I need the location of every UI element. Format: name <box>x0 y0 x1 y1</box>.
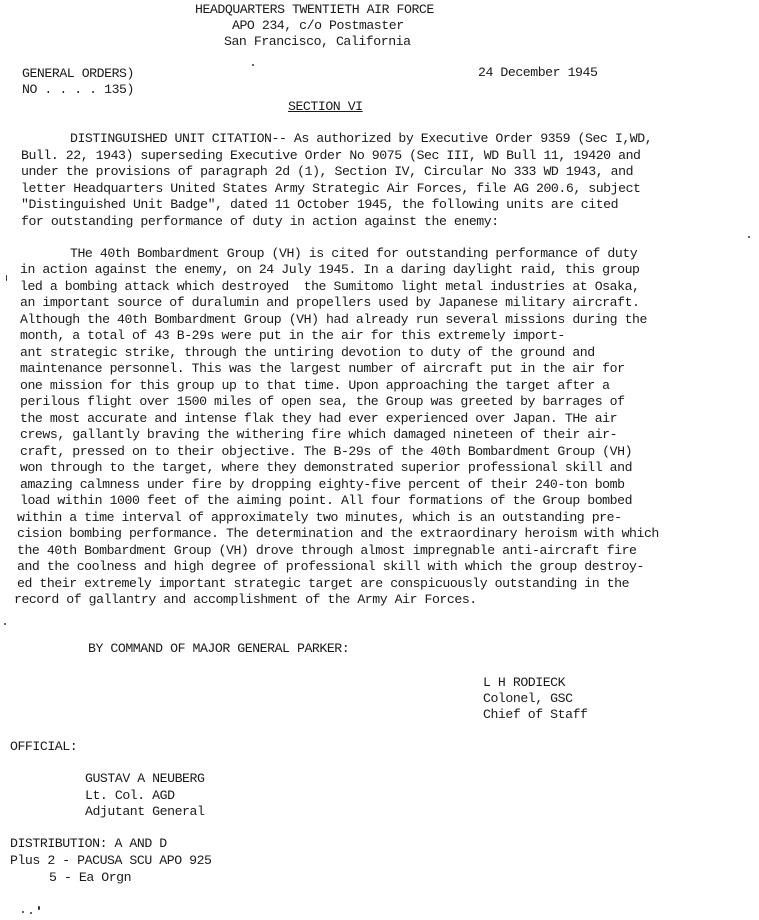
citation-line: one mission for this group up to that time. Upon approaching the target after a <box>20 378 610 393</box>
scan-speck <box>748 236 750 238</box>
order-number-label: NO . . . . 135) <box>22 82 134 97</box>
intro-line: letter Headquarters United States Army Strategic Air Forces, file AG 200.6, subject <box>21 181 641 196</box>
citation-line: won through to the target, where they demonstrated superior professional skill and <box>20 460 633 475</box>
citation-line: within a time interval of approximately two minutes, which is an outstanding pre- <box>17 510 622 525</box>
citation-line: ed their extremely important strategic target are conspicuously outstanding in the <box>17 576 630 591</box>
distribution-line: 5 - Ea Orgn <box>49 870 132 885</box>
citation-line: ant strategic strike, through the untiring devotion to duty of the ground and <box>20 345 595 360</box>
official-name: GUSTAV A NEUBERG <box>85 771 205 786</box>
citation-line: the 40th Bombardment Group (VH) drove through almost impregnable anti-aircraft fire <box>17 543 637 558</box>
official-label: OFFICIAL: <box>10 739 78 754</box>
intro-line: under the provisions of paragraph 2d (1), Section IV, Circular No 333 WD 1943, and <box>21 164 634 179</box>
citation-line: amazing calmness under fire by dropping eighty-five percent of their 240-ton bomb <box>20 477 625 492</box>
command-line: BY COMMAND OF MAJOR GENERAL PARKER: <box>88 641 350 656</box>
citation-line: in action against the enemy, on 24 July 1945. In a daring daylight raid, this group <box>20 262 640 277</box>
header-line-3: San Francisco, California <box>224 34 411 49</box>
scan-speck <box>6 275 7 281</box>
citation-line: craft, pressed on to their objective. The B-29s of the 40th Bombardment Group (VH) <box>20 444 633 459</box>
intro-line: for outstanding performance of duty in action against the enemy: <box>21 214 499 229</box>
order-date: 24 December 1945 <box>478 65 598 80</box>
section-heading: SECTION VI <box>288 99 363 114</box>
intro-line: Bull. 22, 1943) superseding Executive Order No 9075 (Sec III, WD Bull 11, 19420 and <box>21 148 641 163</box>
scan-speck <box>30 912 32 914</box>
citation-line: maintenance personnel. This was the largest number of aircraft put in the air for <box>20 361 625 376</box>
signer-name: L H RODIECK <box>483 675 566 690</box>
intro-line: DISTINGUISHED UNIT CITATION-- As authorized by Executive Order 9359 (Sec I,WD, <box>70 131 653 146</box>
scan-speck <box>252 64 254 66</box>
citation-line: an important source of duralumin and propellers used by Japanese military aircraft. <box>20 295 640 310</box>
header-line-2: APO 234, c/o Postmaster <box>232 18 404 33</box>
scan-speck <box>22 911 24 913</box>
signer-title: Chief of Staff <box>483 707 588 722</box>
citation-line: month, a total of 43 B-29s were put in the air for this extremely import- <box>20 328 565 343</box>
citation-line: cision bombing performance. The determination and the extraordinary heroism with which <box>17 526 659 541</box>
official-rank: Lt. Col. AGD <box>85 788 175 803</box>
signer-rank: Colonel, GSC <box>483 691 573 706</box>
scan-speck <box>38 906 40 910</box>
citation-line: Although the 40th Bombardment Group (VH) had already run several missions during the <box>20 312 647 327</box>
header-line-1: HEADQUARTERS TWENTIETH AIR FORCE <box>195 2 434 17</box>
general-orders-label: GENERAL ORDERS) <box>22 66 134 81</box>
citation-line: load within 1000 feet of the aiming point. All four formations of the Group bombed <box>20 493 633 508</box>
distribution-line: DISTRIBUTION: A AND D <box>10 836 167 851</box>
citation-line: record of gallantry and accomplishment of the Army Air Forces. <box>14 592 477 607</box>
citation-line: THe 40th Bombardment Group (VH) is cited for outstanding performance of duty <box>70 246 638 261</box>
citation-line: the most accurate and intense flak they had ever experienced over Japan. THe air <box>20 411 618 426</box>
official-title: Adjutant General <box>85 804 205 819</box>
scan-speck <box>4 623 6 625</box>
citation-line: perilous flight over 1500 miles of open sea, the Group was greeted by barrages of <box>20 394 625 409</box>
citation-line: and the coolness and high degree of professional skill with which the group destroy- <box>17 559 644 574</box>
citation-line: led a bombing attack which destroyed the Sumitomo light metal industries at Osaka, <box>20 279 640 294</box>
intro-line: "Distinguished Unit Badge", dated 11 October 1945, the following units are cited <box>21 197 619 212</box>
citation-line: crews, gallantly braving the withering fire which damaged nineteen of their air- <box>20 427 618 442</box>
distribution-line: Plus 2 - PACUSA SCU APO 925 <box>10 853 212 868</box>
